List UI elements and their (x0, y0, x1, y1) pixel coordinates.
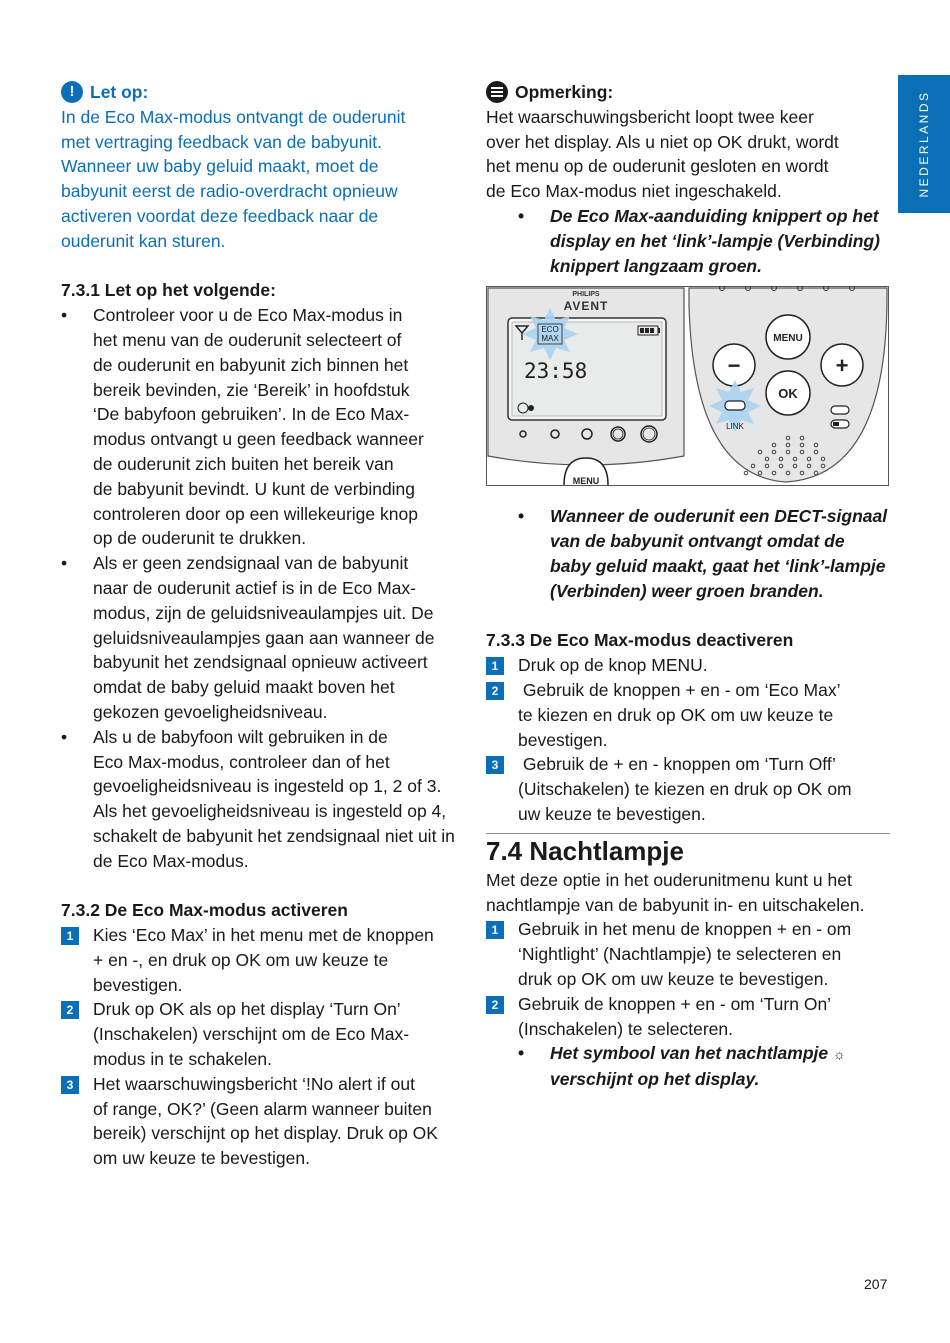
text-line: Wanneer uw baby geluid maakt, moet de (61, 156, 379, 177)
section-74-intro (486, 868, 890, 918)
text-line: Het waarschuwingsbericht ‘!No alert if out (93, 1073, 415, 1094)
language-label: NEDERLANDS (917, 90, 931, 198)
text-line: te kiezen en druk op OK om uw keuze te (518, 704, 834, 725)
text-line: Gebruik de + en - knoppen om ‘Turn Off’ (518, 754, 836, 775)
text-line: gevoeligheidsniveau is ingesteld op 1, 2 of 3. (93, 776, 442, 797)
text-line: schakelt de babyunit het zendsignaal niet uit in (93, 825, 455, 846)
language-side-tab (898, 75, 950, 213)
list-item (61, 551, 461, 725)
link-label: LINK (726, 422, 744, 432)
right-column (486, 80, 890, 1092)
text-line: display en het ‘link’-lampje (Verbinding) (550, 230, 880, 251)
exclamation-icon: ! (61, 81, 83, 103)
text-line: modus, zijn de geluidsniveaulampjes uit. De (93, 602, 434, 623)
section-74-steps (486, 917, 890, 1041)
section-731-heading: 7.3.1 Let op het volgende: (61, 280, 276, 301)
step-number-badge: 3 (61, 1076, 79, 1094)
text-line: de Eco Max-modus niet ingeschakeld. (486, 181, 782, 202)
list-item (61, 303, 461, 551)
text-line: knippert langzaam groen. (550, 255, 762, 276)
text-line: ‘Nightlight’ (Nachtlampje) te selecteren en (518, 944, 842, 965)
menu-bottom-label: MENU (572, 476, 600, 487)
step-number-badge: 2 (486, 682, 504, 700)
text-line: Gebruik de knoppen + en - om ‘Turn On’ (518, 993, 832, 1014)
text-line: over het display. Als u niet op OK drukt, wordt (486, 131, 839, 152)
text-line: Kies ‘Eco Max’ in het menu met de knoppen (93, 925, 434, 946)
note-title: Opmerking: (515, 82, 614, 102)
list-item (486, 1041, 890, 1092)
text-line: babyunit eerst de radio-overdracht opnieuw (61, 181, 398, 202)
display-time: 23:58 (524, 359, 588, 384)
note-heading (486, 80, 890, 105)
text-line: uw keuze te bevestigen. (518, 803, 706, 824)
step-item (486, 678, 890, 752)
text-line: (Verbinden) weer groen branden. (550, 580, 824, 601)
step-number-badge: 3 (486, 756, 504, 774)
text-line: de ouderunit en babyunit zich binnen het (93, 354, 409, 375)
text-line: modus in te schakelen. (93, 1049, 272, 1070)
text-line: Het waarschuwingsbericht loopt twee keer (486, 106, 814, 127)
text-line: druk op OK om uw keuze te bevestigen. (518, 968, 829, 989)
step-number-badge: 1 (486, 657, 504, 675)
text-line: ouderunit kan sturen. (61, 230, 226, 251)
result-text: Het symbool van het nachtlampje (550, 1043, 829, 1064)
text-line: of range, OK?’ (Geen alarm wanneer buiten (93, 1098, 432, 1119)
minus-button-label: − (727, 353, 741, 379)
text-line: naar de ouderunit actief is in de Eco Max- (93, 577, 416, 598)
section-732-heading: 7.3.2 De Eco Max-modus activeren (61, 900, 348, 921)
list-item (486, 204, 890, 278)
step-item (61, 1072, 461, 1171)
text-line: van de babyunit ontvangt omdat de (550, 531, 845, 552)
text-line: de Eco Max-modus. (93, 850, 249, 871)
text-line: verschijnt op het display. (550, 1069, 760, 1090)
text-line: geluidsniveaulampjes gaan aan wanneer de (93, 627, 435, 648)
text-line: (Uitschakelen) te kiezen en druk op OK om (518, 779, 852, 800)
section-731-bullets (61, 303, 461, 873)
step-item (61, 923, 461, 997)
text-line: op de ouderunit te drukken. (93, 528, 307, 549)
brand-bottom: AVENT (563, 299, 609, 314)
section-divider (486, 833, 890, 834)
text-line: modus ontvangt u geen feedback wanneer (93, 429, 424, 450)
text-line: met vertraging feedback van de babyunit. (61, 131, 383, 152)
text-line: de ouderunit zich buiten het bereik van (93, 453, 394, 474)
device-illustration-svg (486, 286, 889, 486)
text-line: ‘De babyfoon gebruiken’. In de Eco Max- (93, 404, 410, 425)
text-line: controleren door op een willekeurige knop (93, 503, 418, 524)
step-item (486, 992, 890, 1042)
eco-label: ECO (541, 325, 559, 335)
text-line: bevestigen. (518, 729, 608, 750)
text-line: het menu van de ouderunit selecteert of (93, 329, 402, 350)
text-line: • De Eco Max-aanduiding knippert op het (550, 205, 879, 226)
text-line: • Als er geen zendsignaal van de babyunit (93, 553, 409, 574)
text-line: omdat de baby geluid maakt boven het (93, 677, 395, 698)
text-line: de babyunit bevindt. U kunt de verbinding (93, 478, 416, 499)
menu-button-label: MENU (773, 333, 803, 345)
step-item (486, 653, 890, 678)
step-number-badge: 2 (486, 996, 504, 1014)
text-line: activeren voordat deze feedback naar de (61, 205, 379, 226)
text-line: bereik bevinden, zie ‘Bereik’ in hoofdstuk (93, 379, 410, 400)
step-item (486, 917, 890, 991)
step-item (486, 752, 890, 826)
text-line: bereik) verschijnt op het display. Druk op OK (93, 1123, 438, 1144)
page-number: 207 (864, 1276, 888, 1292)
text-line: nachtlampje van de babyunit in- en uitschakelen. (486, 894, 865, 915)
text-line: Druk op OK als op het display ‘Turn On’ (93, 999, 401, 1020)
text-line: Met deze optie in het ouderunitmenu kunt u het (486, 869, 852, 890)
nightlight-result-bullet (486, 1041, 890, 1092)
section-733-steps (486, 653, 890, 827)
step-item (61, 997, 461, 1071)
ok-button-label: OK (778, 386, 798, 402)
note-bullet (486, 204, 890, 278)
text-line: (Inschakelen) verschijnt om de Eco Max- (93, 1024, 410, 1045)
section-732-steps (61, 923, 461, 1171)
list-item (61, 725, 461, 874)
warning-heading (61, 80, 461, 105)
text-line: • Als u de babyfoon wilt gebruiken in de (93, 726, 388, 747)
max-label: MAX (541, 334, 559, 344)
text-line: Gebruik in het menu de knoppen + en - om (518, 919, 852, 940)
text-line: Druk op de knop MENU. (518, 655, 708, 676)
device-illustration (486, 286, 889, 486)
note-text (486, 105, 890, 204)
text-line: bevestigen. (93, 974, 183, 995)
warning-text (61, 105, 461, 254)
text-line: Gebruik de knoppen + en - om ‘Eco Max’ (518, 679, 841, 700)
step-number-badge: 1 (486, 921, 504, 939)
text-line: het menu op de ouderunit gesloten en wordt (486, 156, 829, 177)
text-line: baby geluid maakt, gaat het ‘link’-lampje (550, 555, 886, 576)
note-icon (486, 81, 508, 103)
text-line: • Controleer voor u de Eco Max-modus in (93, 305, 403, 326)
warning-title: Let op: (90, 82, 149, 102)
link-led (725, 401, 745, 410)
step-number-badge: 2 (61, 1001, 79, 1019)
text-line: om uw keuze te bevestigen. (93, 1148, 310, 1169)
text-line: In de Eco Max-modus ontvangt de ouderunit (61, 106, 406, 127)
text-line: gekozen gevoeligheidsniveau. (93, 701, 328, 722)
text-line: (Inschakelen) te selecteren. (518, 1018, 733, 1039)
nightlight-icon: ☼ (833, 1046, 846, 1063)
text-line (550, 1041, 890, 1067)
section-733-heading: 7.3.3 De Eco Max-modus deactiveren (486, 630, 794, 651)
status-led (831, 406, 849, 414)
step-number-badge: 1 (61, 927, 79, 945)
text-line: + en -, en druk op OK om uw keuze te (93, 949, 389, 970)
plus-button-label: + (835, 353, 849, 379)
list-item (486, 504, 890, 603)
text-line: babyunit het zendsignaal opnieuw activeert (93, 652, 428, 673)
section-74-heading: 7.4 Nachtlampje (486, 835, 684, 866)
dect-bullet (486, 504, 890, 603)
left-column (61, 80, 461, 1171)
brand-top: PHILIPS (572, 291, 600, 299)
text-line: • Wanneer de ouderunit een DECT-signaal (550, 506, 888, 527)
text-line: Eco Max-modus, controleer dan of het (93, 751, 390, 772)
text-line: Als het gevoeligheidsniveau is ingesteld op 4, (93, 801, 447, 822)
